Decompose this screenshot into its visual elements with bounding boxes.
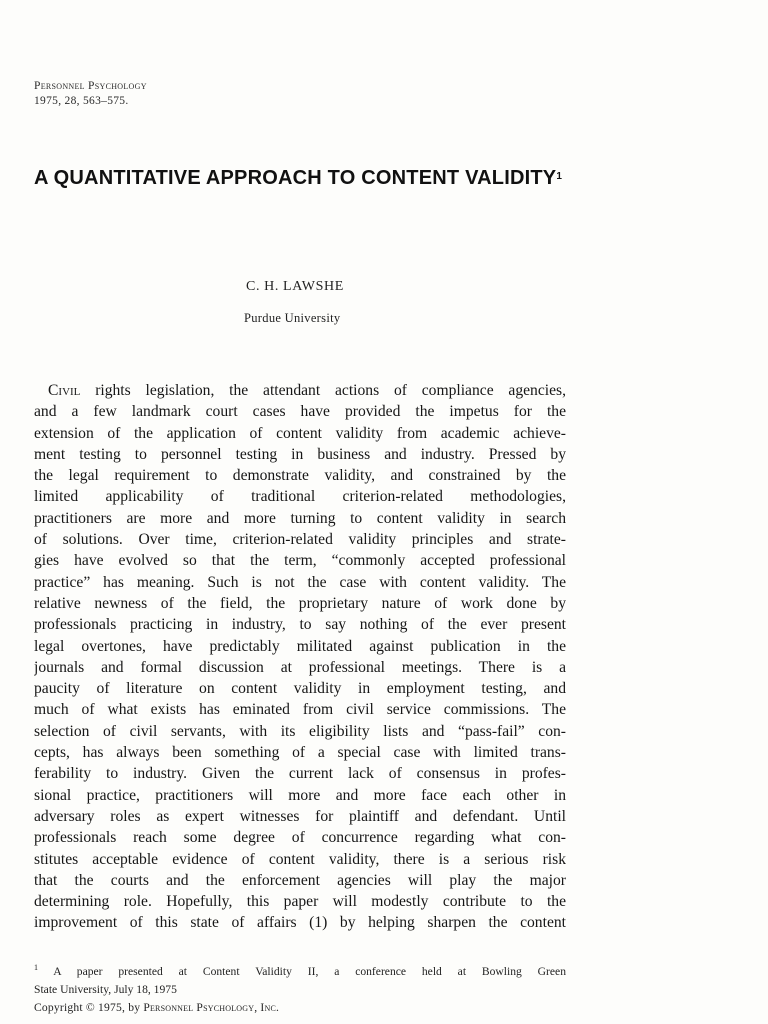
body-line: that the courts and the enforcement agencies will play the major (34, 871, 566, 889)
body-line: ferability to industry. Given the current lack of consensus in profes- (34, 765, 566, 783)
footnote (34, 959, 566, 999)
body-line: determining role. Hopefully, this paper will modestly contribute to the (34, 893, 566, 911)
journal-citation: 1975, 28, 563–575. (34, 95, 129, 107)
body-line: sional practice, practitioners will more and more face each other in (34, 786, 566, 804)
body-line: professionals reach some degree of concurrence regarding what con- (34, 829, 566, 847)
body-line: stitutes acceptable evidence of content validity, there is a serious risk (34, 850, 566, 868)
body-line: professionals practicing in industry, to say nothing of the ever present (34, 616, 566, 634)
author-affiliation: Purdue University (244, 311, 341, 325)
journal-name: Personnel Psychology (34, 80, 147, 92)
copyright-line: Copyright © 1975, by Personnel Psychology, Inc. (34, 1001, 280, 1014)
body-line: selection of civil servants, with its eligibility lists and “pass-fail” con- (34, 722, 566, 740)
footnote-line: State University, July 18, 1975 (34, 982, 177, 996)
body-line: gies have evolved so that the term, “commonly accepted professional (34, 552, 566, 570)
body-first-word: Civil (48, 382, 81, 399)
body-line: limited applicability of traditional criterion-related methodologies, (34, 488, 566, 506)
footnote-marker: 1 (34, 963, 38, 972)
title-footnote-marker: 1 (556, 171, 563, 182)
article-title: A QUANTITATIVE APPROACH TO CONTENT VALIDITY$^1$ (34, 167, 563, 189)
body-line: paucity of literature on content validity in employment testing, and (34, 680, 566, 698)
body-line: legal overtones, have predictably militated against publication in the (34, 637, 566, 655)
footnote-line: $^1$ A paper presented at Content Validity II, a conference held at Bowling Green (34, 963, 566, 978)
body-line: of solutions. Over time, criterion-related validity principles and strate- (34, 531, 566, 549)
body-line: adversary roles as expert witnesses for plaintiff and defendant. Until (34, 807, 566, 825)
body-line: practitioners are more and more turning to content validity in search (34, 509, 566, 527)
body-line: relative newness of the field, the proprietary nature of work done by (34, 594, 566, 612)
body-line: Civil rights legislation, the attendant actions of compliance agencies, (48, 382, 566, 399)
body-line: cepts, has always been something of a special case with limited trans- (34, 744, 566, 762)
body-line: practice” has meaning. Such is not the case with content validity. The (34, 573, 566, 591)
body-line: the legal requirement to demonstrate validity, and constrained by the (34, 467, 566, 485)
body-line: improvement of this state of affairs (1) by helping sharpen the content (34, 914, 566, 932)
body-line: ment testing to personnel testing in business and industry. Pressed by (34, 445, 566, 463)
body-line: extension of the application of content validity from academic achieve- (34, 424, 566, 442)
body-line: much of what exists has eminated from civil service commissions. The (34, 701, 566, 719)
body-text (34, 380, 566, 934)
author-name: C. H. LAWSHE (246, 279, 344, 294)
journal-header (34, 79, 147, 109)
body-line: journals and formal discussion at professional meetings. There is a (34, 658, 566, 676)
body-line: and a few landmark court cases have provided the impetus for the (34, 403, 566, 421)
